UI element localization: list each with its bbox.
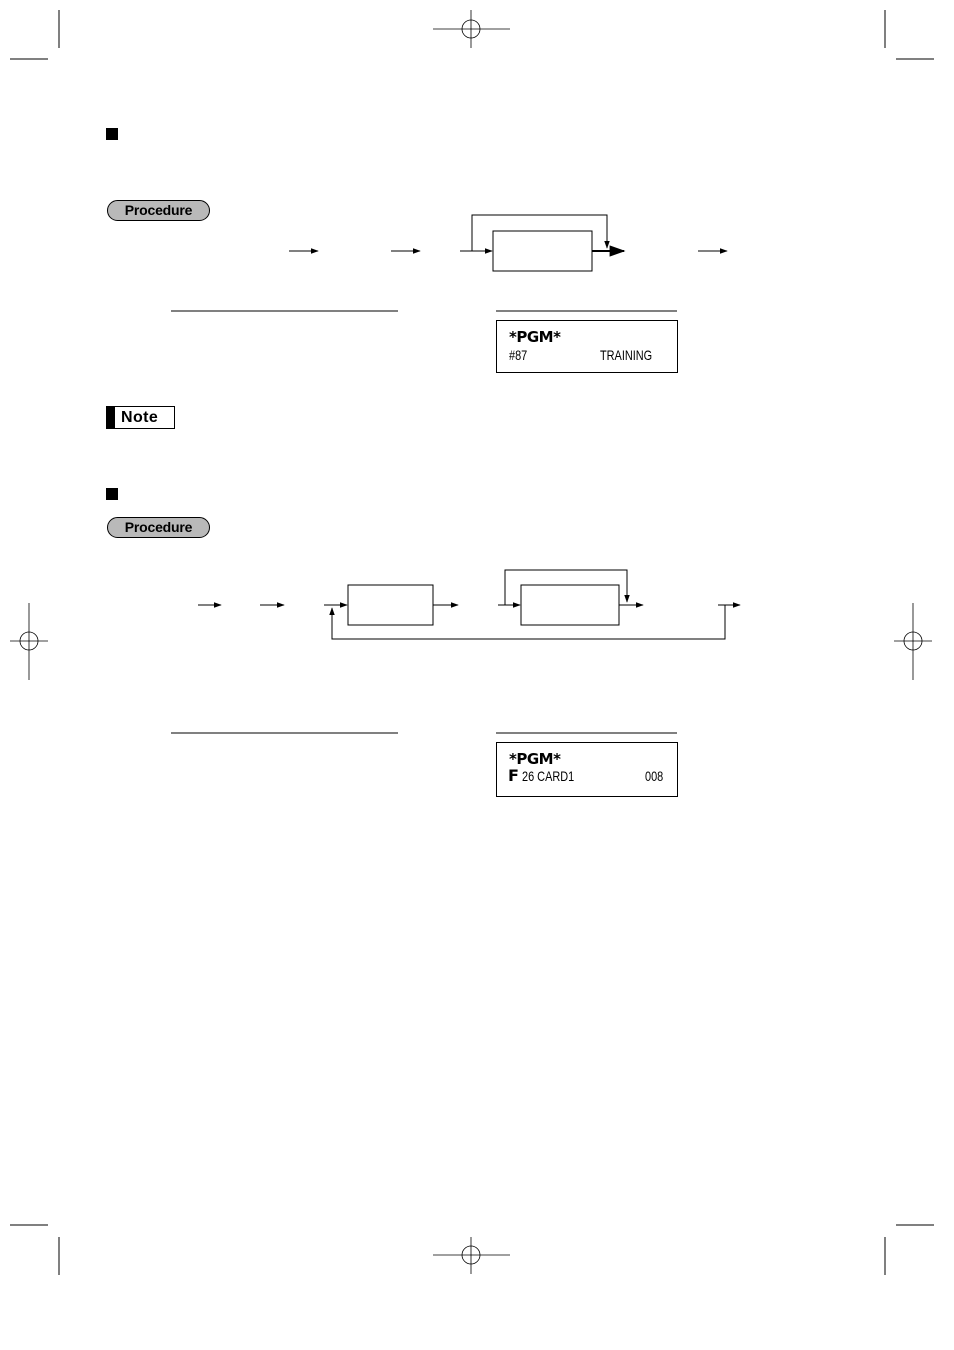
flow-diagram-2	[198, 570, 740, 639]
section-1-procedure-badge: Procedure	[107, 200, 210, 221]
display-2-function-prefix: F	[508, 766, 519, 785]
section-1-bullet	[106, 128, 118, 140]
section-2-display	[496, 742, 678, 797]
flow-key-box-1	[493, 231, 592, 271]
display-1-line1: *PGM*	[509, 328, 561, 346]
note-badge-label: Note	[121, 409, 159, 426]
note-badge-bar	[107, 407, 115, 428]
display-1-line2-left: #87	[509, 347, 528, 363]
display-1-line2-right: TRAINING	[600, 347, 653, 363]
section-1-display	[496, 320, 678, 373]
section-2-procedure-badge: Procedure	[107, 517, 210, 538]
display-2-line2-right: 008	[645, 768, 664, 784]
flow-key-box-2	[348, 585, 433, 625]
flow-diagram-1	[289, 215, 727, 271]
flow-key-box-3	[521, 585, 619, 625]
display-2-line1: *PGM*	[509, 750, 561, 768]
section-2-bullet	[106, 488, 118, 500]
display-2-line2-left: 26 CARD1	[522, 768, 575, 784]
note-badge	[106, 406, 175, 429]
